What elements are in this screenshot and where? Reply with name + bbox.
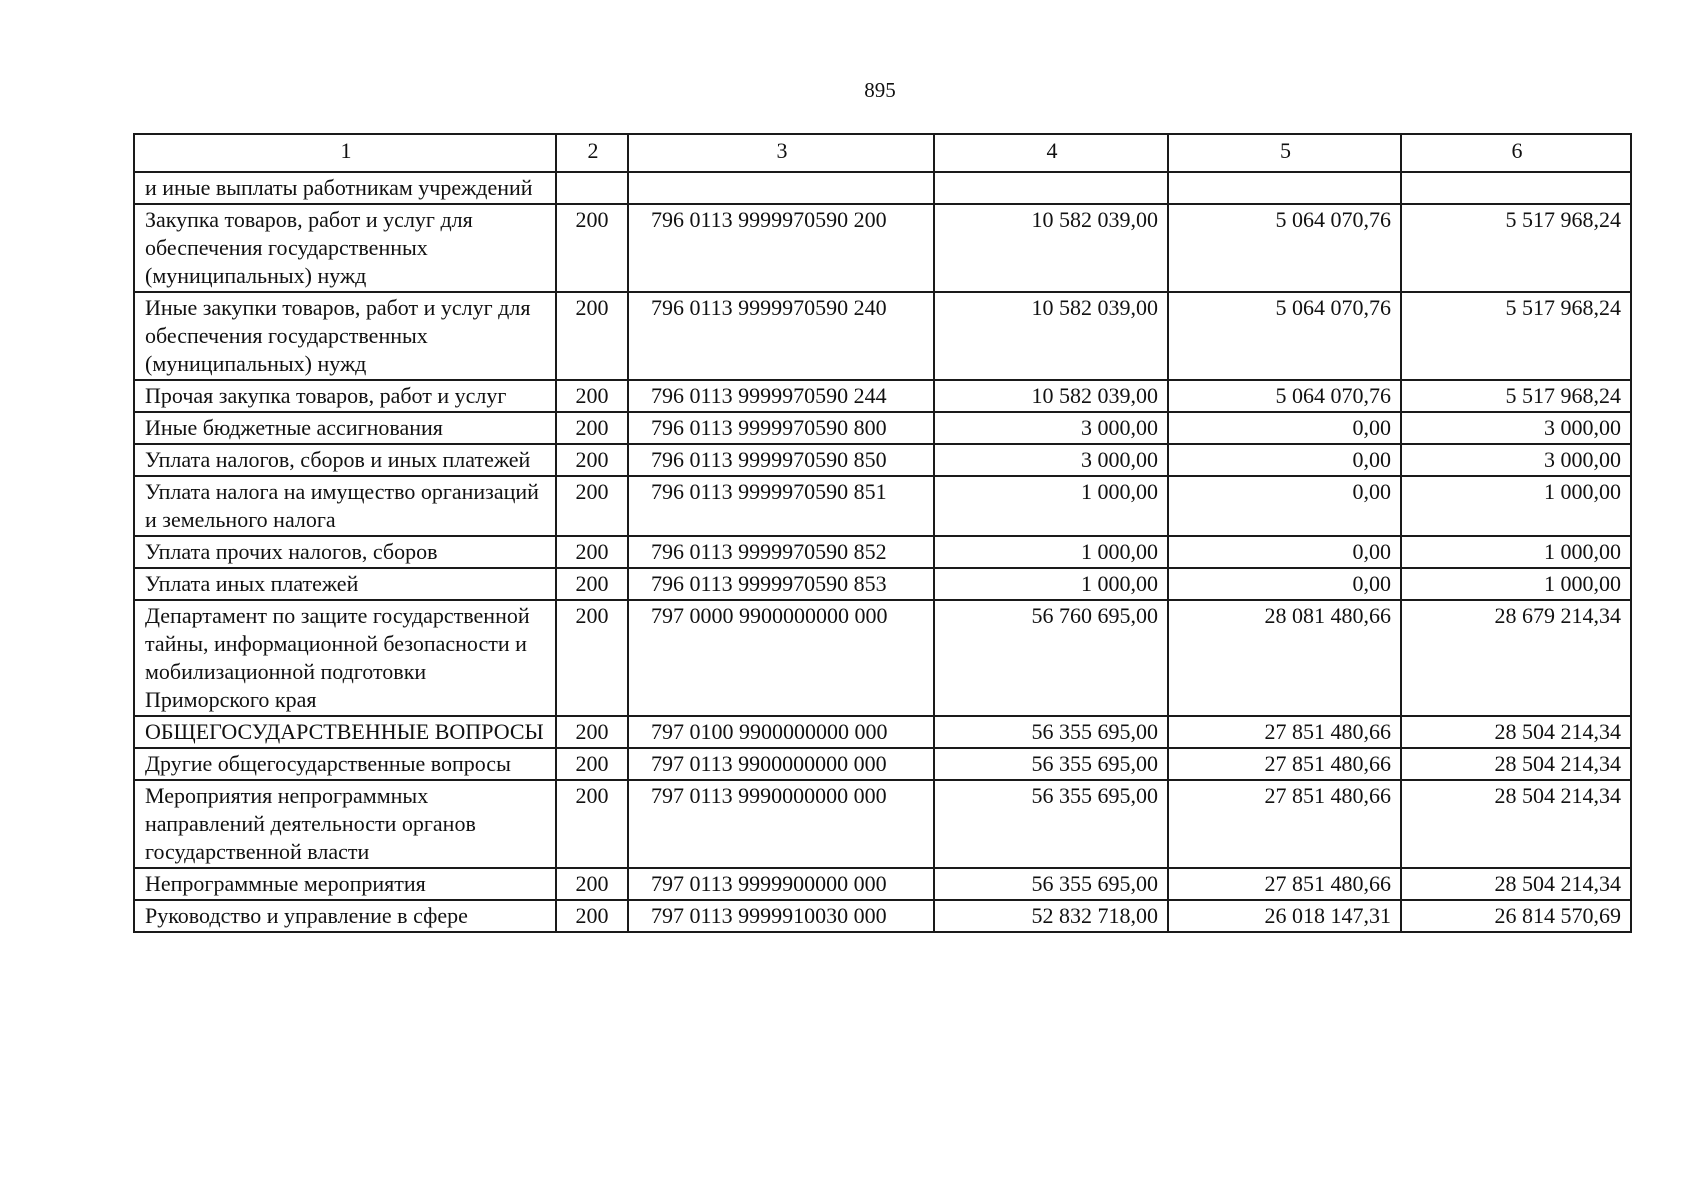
cell-amount-col5: 0,00 bbox=[1168, 536, 1401, 568]
column-header-6: 6 bbox=[1401, 134, 1631, 172]
table-row bbox=[134, 900, 1631, 932]
cell-amount-col5 bbox=[1168, 172, 1401, 204]
cell-amount-col4: 1 000,00 bbox=[934, 568, 1168, 600]
cell-classification-code: 797 0113 9900000000 000 bbox=[628, 748, 934, 780]
cell-amount-col5: 27 851 480,66 bbox=[1168, 868, 1401, 900]
table-header-row bbox=[134, 134, 1631, 172]
cell-amount-col4: 3 000,00 bbox=[934, 444, 1168, 476]
cell-amount-col6: 5 517 968,24 bbox=[1401, 380, 1631, 412]
table-row bbox=[134, 536, 1631, 568]
cell-amount-col5: 27 851 480,66 bbox=[1168, 780, 1401, 868]
cell-classification-code: 796 0113 9999970590 244 bbox=[628, 380, 934, 412]
cell-code: 200 bbox=[556, 444, 628, 476]
cell-name: Непрограммные мероприятия bbox=[134, 868, 556, 900]
cell-name: Департамент по защите государственной тайны, информационной безопасности и мобилизационной подготовки Приморского края bbox=[134, 600, 556, 716]
cell-amount-col6: 3 000,00 bbox=[1401, 412, 1631, 444]
cell-classification-code: 796 0113 9999970590 851 bbox=[628, 476, 934, 536]
cell-classification-code: 797 0113 9999900000 000 bbox=[628, 868, 934, 900]
cell-amount-col5: 5 064 070,76 bbox=[1168, 380, 1401, 412]
cell-code: 200 bbox=[556, 568, 628, 600]
cell-classification-code: 797 0113 9990000000 000 bbox=[628, 780, 934, 868]
cell-name: Уплата налогов, сборов и иных платежей bbox=[134, 444, 556, 476]
cell-amount-col5: 27 851 480,66 bbox=[1168, 716, 1401, 748]
cell-code: 200 bbox=[556, 536, 628, 568]
table-row bbox=[134, 780, 1631, 868]
cell-name: Мероприятия непрограммных направлений деятельности органов государственной власти bbox=[134, 780, 556, 868]
cell-amount-col5: 0,00 bbox=[1168, 476, 1401, 536]
cell-amount-col4: 10 582 039,00 bbox=[934, 380, 1168, 412]
cell-name: Уплата иных платежей bbox=[134, 568, 556, 600]
cell-amount-col5: 27 851 480,66 bbox=[1168, 748, 1401, 780]
table-row bbox=[134, 204, 1631, 292]
cell-amount-col5: 26 018 147,31 bbox=[1168, 900, 1401, 932]
cell-amount-col5: 0,00 bbox=[1168, 412, 1401, 444]
cell-code: 200 bbox=[556, 412, 628, 444]
cell-amount-col6: 3 000,00 bbox=[1401, 444, 1631, 476]
cell-amount-col6: 28 504 214,34 bbox=[1401, 716, 1631, 748]
table-row bbox=[134, 748, 1631, 780]
cell-code: 200 bbox=[556, 900, 628, 932]
cell-code: 200 bbox=[556, 716, 628, 748]
cell-code: 200 bbox=[556, 600, 628, 716]
table-row bbox=[134, 600, 1631, 716]
cell-name: Другие общегосударственные вопросы bbox=[134, 748, 556, 780]
cell-amount-col4: 56 355 695,00 bbox=[934, 716, 1168, 748]
cell-amount-col6 bbox=[1401, 172, 1631, 204]
cell-name: Закупка товаров, работ и услуг для обеспечения государственных (муниципальных) нужд bbox=[134, 204, 556, 292]
column-header-4: 4 bbox=[934, 134, 1168, 172]
cell-code bbox=[556, 172, 628, 204]
cell-amount-col4: 1 000,00 bbox=[934, 476, 1168, 536]
cell-amount-col6: 28 679 214,34 bbox=[1401, 600, 1631, 716]
cell-classification-code: 796 0113 9999970590 850 bbox=[628, 444, 934, 476]
table-body bbox=[134, 172, 1631, 932]
budget-table bbox=[133, 133, 1632, 933]
column-header-3: 3 bbox=[628, 134, 934, 172]
cell-name: Руководство и управление в сфере bbox=[134, 900, 556, 932]
cell-amount-col6: 28 504 214,34 bbox=[1401, 868, 1631, 900]
table-row bbox=[134, 868, 1631, 900]
cell-amount-col4: 1 000,00 bbox=[934, 536, 1168, 568]
cell-classification-code: 796 0113 9999970590 800 bbox=[628, 412, 934, 444]
cell-code: 200 bbox=[556, 780, 628, 868]
cell-name: и иные выплаты работникам учреждений bbox=[134, 172, 556, 204]
cell-classification-code: 796 0113 9999970590 852 bbox=[628, 536, 934, 568]
cell-amount-col6: 1 000,00 bbox=[1401, 476, 1631, 536]
table-row bbox=[134, 380, 1631, 412]
cell-amount-col6: 1 000,00 bbox=[1401, 568, 1631, 600]
table-row bbox=[134, 476, 1631, 536]
cell-amount-col6: 28 504 214,34 bbox=[1401, 780, 1631, 868]
cell-name: Уплата прочих налогов, сборов bbox=[134, 536, 556, 568]
cell-amount-col6: 1 000,00 bbox=[1401, 536, 1631, 568]
cell-amount-col6: 28 504 214,34 bbox=[1401, 748, 1631, 780]
cell-amount-col5: 28 081 480,66 bbox=[1168, 600, 1401, 716]
cell-amount-col6: 5 517 968,24 bbox=[1401, 292, 1631, 380]
cell-amount-col5: 5 064 070,76 bbox=[1168, 204, 1401, 292]
cell-classification-code: 797 0113 9999910030 000 bbox=[628, 900, 934, 932]
cell-code: 200 bbox=[556, 868, 628, 900]
cell-amount-col4: 56 355 695,00 bbox=[934, 748, 1168, 780]
table-row bbox=[134, 412, 1631, 444]
column-header-2: 2 bbox=[556, 134, 628, 172]
table-row bbox=[134, 568, 1631, 600]
cell-classification-code: 796 0113 9999970590 200 bbox=[628, 204, 934, 292]
table-row bbox=[134, 292, 1631, 380]
cell-code: 200 bbox=[556, 476, 628, 536]
cell-classification-code: 797 0100 9900000000 000 bbox=[628, 716, 934, 748]
table-row bbox=[134, 716, 1631, 748]
cell-name: Прочая закупка товаров, работ и услуг bbox=[134, 380, 556, 412]
cell-name: Иные бюджетные ассигнования bbox=[134, 412, 556, 444]
cell-classification-code: 797 0000 9900000000 000 bbox=[628, 600, 934, 716]
cell-amount-col5: 0,00 bbox=[1168, 444, 1401, 476]
column-header-5: 5 bbox=[1168, 134, 1401, 172]
cell-code: 200 bbox=[556, 748, 628, 780]
cell-classification-code: 796 0113 9999970590 853 bbox=[628, 568, 934, 600]
table-row bbox=[134, 172, 1631, 204]
cell-amount-col5: 0,00 bbox=[1168, 568, 1401, 600]
cell-amount-col6: 26 814 570,69 bbox=[1401, 900, 1631, 932]
cell-name: Уплата налога на имущество организаций и земельного налога bbox=[134, 476, 556, 536]
cell-classification-code bbox=[628, 172, 934, 204]
cell-code: 200 bbox=[556, 292, 628, 380]
cell-amount-col4: 3 000,00 bbox=[934, 412, 1168, 444]
cell-amount-col4 bbox=[934, 172, 1168, 204]
cell-amount-col4: 10 582 039,00 bbox=[934, 292, 1168, 380]
cell-classification-code: 796 0113 9999970590 240 bbox=[628, 292, 934, 380]
cell-amount-col5: 5 064 070,76 bbox=[1168, 292, 1401, 380]
cell-amount-col4: 56 355 695,00 bbox=[934, 780, 1168, 868]
cell-name: Иные закупки товаров, работ и услуг для обеспечения государственных (муниципальных) нужд bbox=[134, 292, 556, 380]
cell-name: ОБЩЕГОСУДАРСТВЕННЫЕ ВОПРОСЫ bbox=[134, 716, 556, 748]
page-number: 895 bbox=[864, 78, 896, 102]
column-header-1: 1 bbox=[134, 134, 556, 172]
cell-amount-col4: 52 832 718,00 bbox=[934, 900, 1168, 932]
cell-amount-col4: 56 760 695,00 bbox=[934, 600, 1168, 716]
cell-amount-col4: 56 355 695,00 bbox=[934, 868, 1168, 900]
cell-code: 200 bbox=[556, 204, 628, 292]
cell-amount-col6: 5 517 968,24 bbox=[1401, 204, 1631, 292]
table-row bbox=[134, 444, 1631, 476]
cell-amount-col4: 10 582 039,00 bbox=[934, 204, 1168, 292]
cell-code: 200 bbox=[556, 380, 628, 412]
